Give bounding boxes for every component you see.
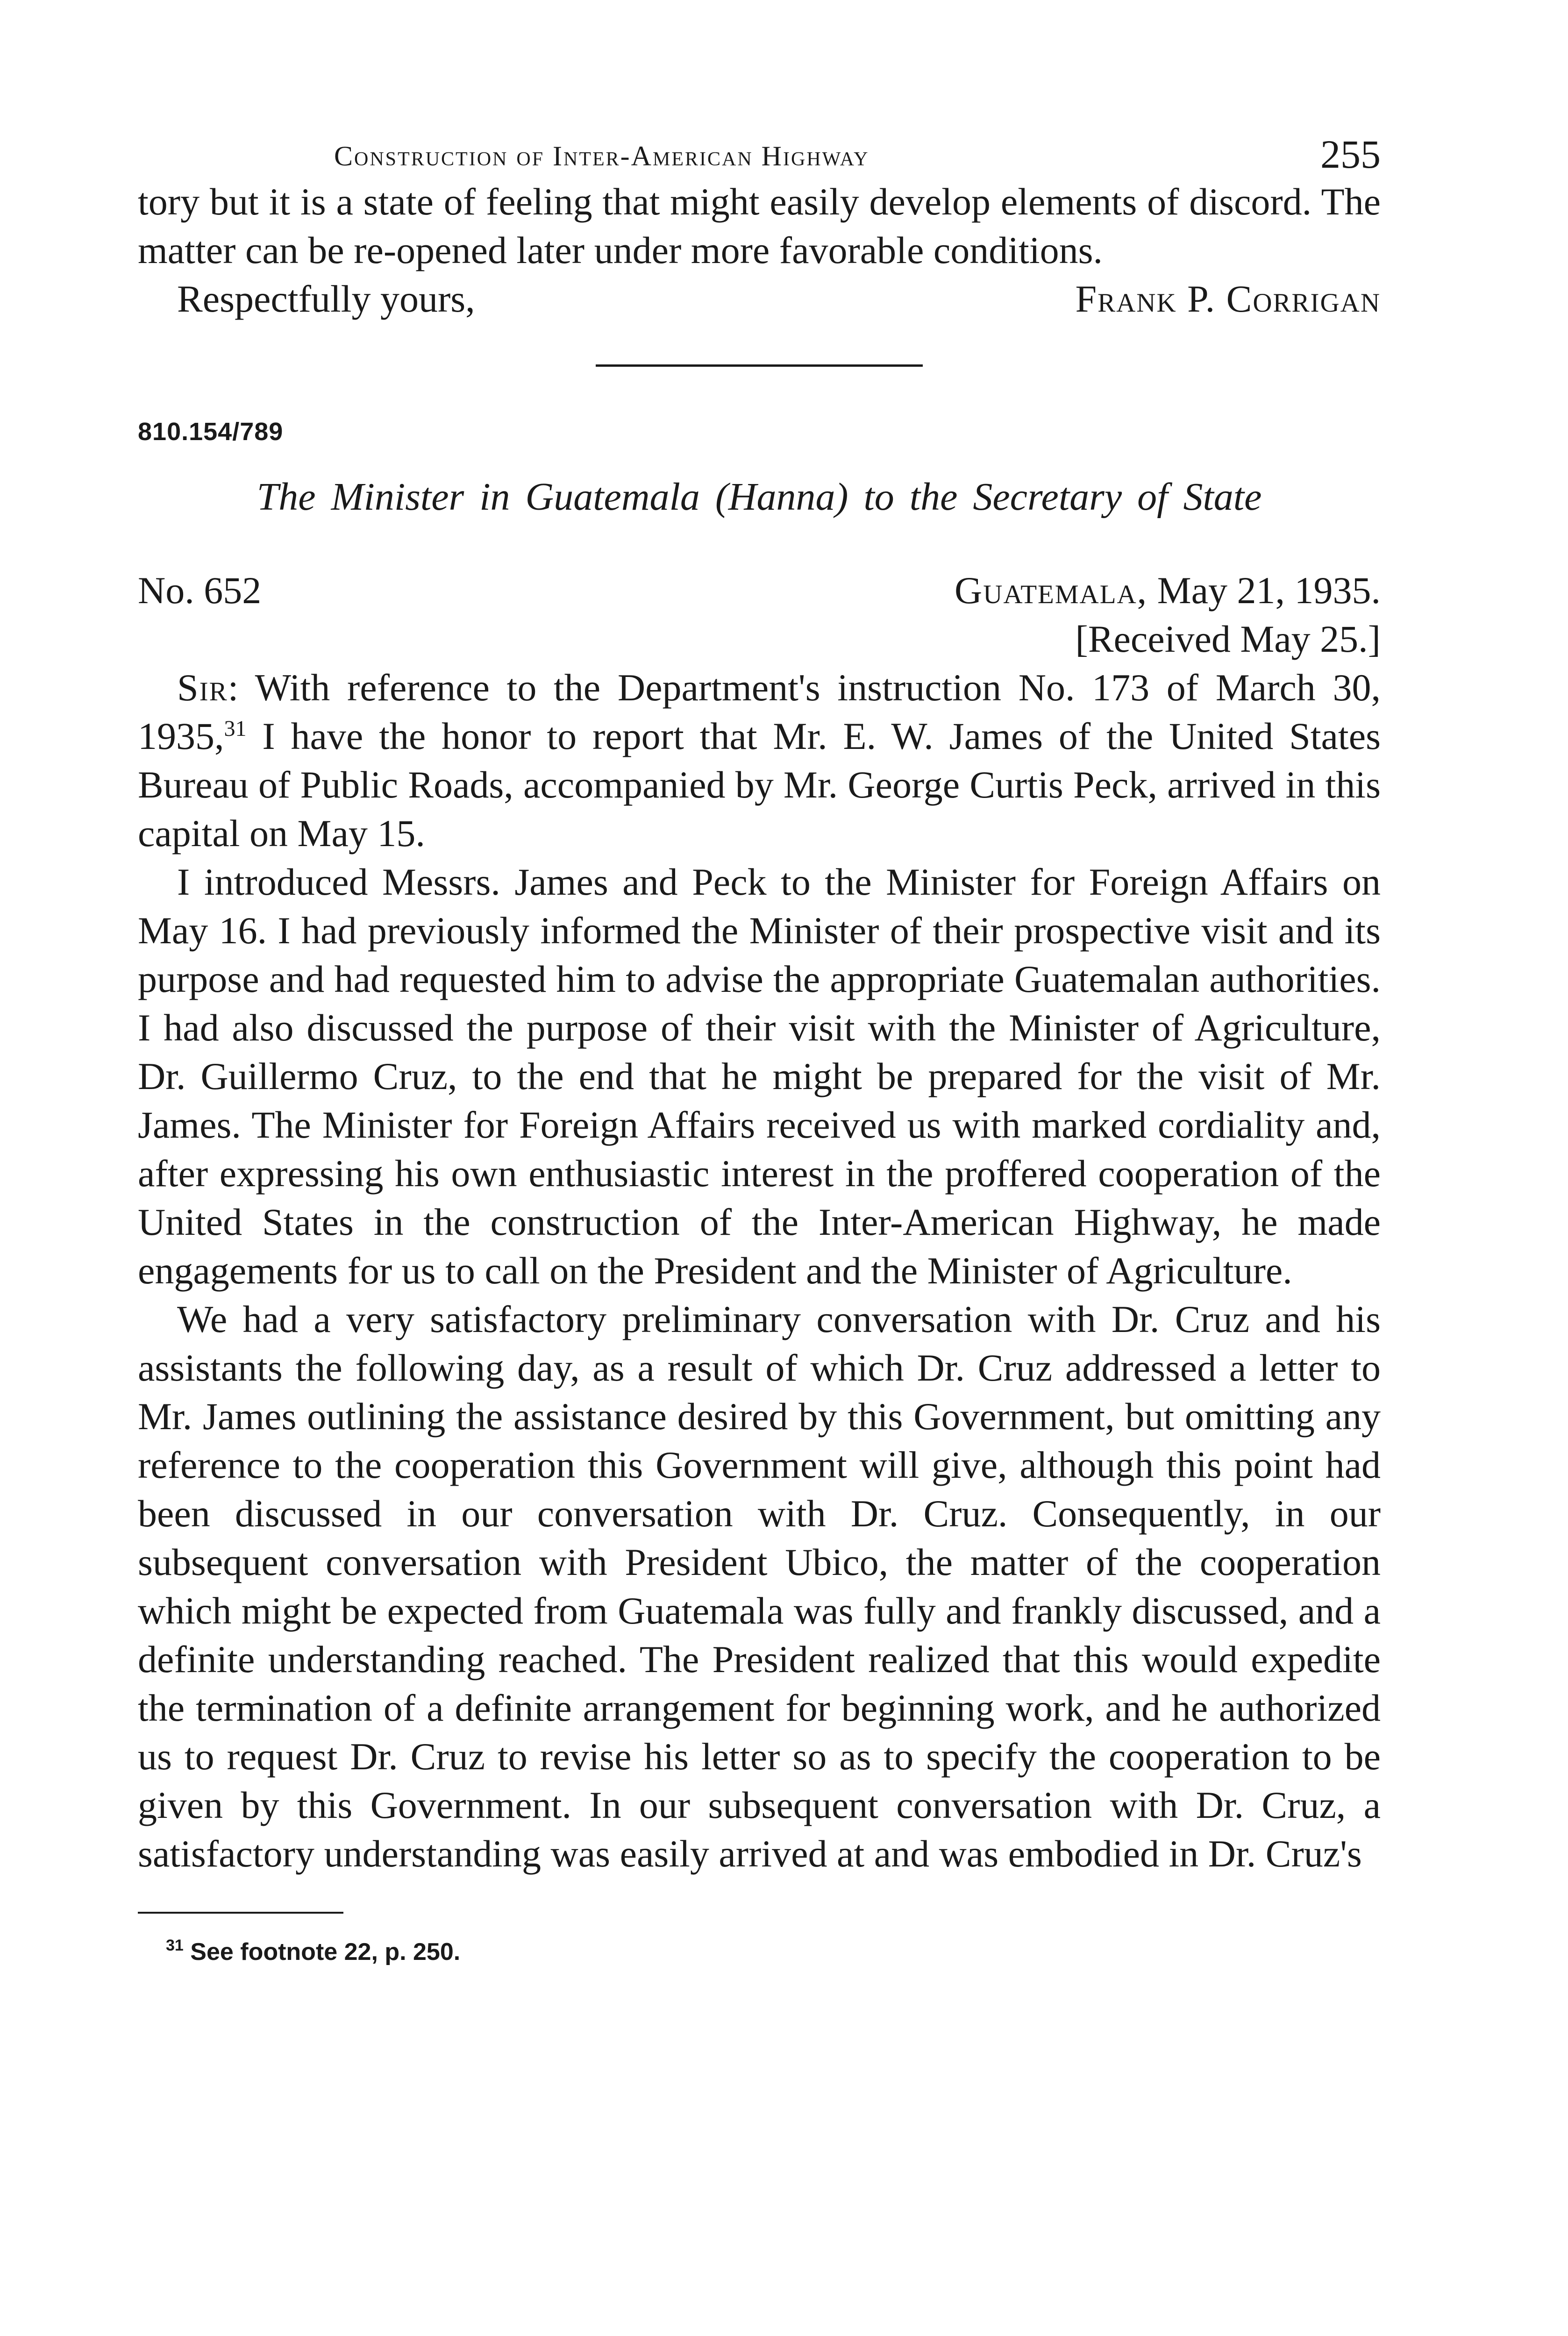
previous-letter-ending: tory but it is a state of feeling that might easily develop elements of discord. The matter can be re-opened later under more favorable conditions. <box>138 180 1381 271</box>
place-date <box>955 566 1381 615</box>
paragraph-3: We had a very satisfactory preliminary conversation with Dr. Cruz and his assistants the following day, as a result of which Dr. Cruz addressed a letter to Mr. James outlining the assistance desired by this Government, but omitting any reference to the cooperation this Government will give, although this point had been discussed in our conversation with Dr. Cruz. Consequently, in our subsequent conversation with President Ubico, the matter of the cooperation which might be expected from Guatemala was fully and frankly discussed, and a definite understanding reached. The President realized that this would expedite the termination of a definite arrangement for beginning work, and he authorized us to request Dr. Cruz to revise his letter so as to specify the cooperation to be given by this Government. In our subsequent conversation with Dr. Cruz, a satisfactory understanding was easily arrived at and was embodied in Dr. Cruz's <box>138 1298 1381 1875</box>
dateline <box>138 566 1381 615</box>
footnote-reference: 31 <box>224 716 247 741</box>
closing-line <box>138 275 1381 323</box>
footnote-marker: 31 <box>166 1937 184 1954</box>
paragraph-1 <box>138 663 1381 858</box>
paragraph-1-text-a: : With reference to the Department's instruction No. 173 of March 30, 1935, <box>138 666 1381 757</box>
section-divider <box>596 364 923 367</box>
paragraph-1-text-b: I have the honor to report that Mr. E. W. James of the United States Bureau of Public Roads, accompanied by Mr. George Curtis Peck, arrived in this capital on May 15. <box>138 715 1381 855</box>
document-page <box>138 117 1381 1966</box>
footnote <box>166 1938 1381 1966</box>
despatch-number: No. 652 <box>138 569 262 612</box>
paragraph-2: I introduced Messrs. James and Peck to the Minister for Foreign Affairs on May 16. I had previously informed the Minister of their prospective visit and its purpose and had requested him to advise the appropriate Guatemalan authorities. I had also discussed the purpose of their visit with the Minister of Agriculture, Dr. Guillermo Cruz, to the end that he might be prepared for the visit of Mr. James. The Minister for Foreign Affairs received us with marked cordiality and, after expressing his own enthusiastic interest in the proffered cooperation of the United States in the construction of the Inter-American Highway, he made engagements for us to call on the President and the Minister of Agriculture. <box>138 861 1381 1292</box>
place: Guatemala, <box>954 569 1148 612</box>
footnote-text: See footnote 22, p. 250. <box>190 1938 461 1966</box>
running-head <box>138 117 1381 178</box>
signature: Frank P. Corrigan <box>1075 278 1381 320</box>
file-number: 810.154/789 <box>138 418 284 446</box>
complimentary-close: Respectfully yours, <box>177 278 475 320</box>
footnote-rule <box>138 1912 343 1914</box>
page-number: 255 <box>1320 132 1381 177</box>
salutation: Sir <box>177 666 228 709</box>
date: May 21, 1935. <box>1157 569 1381 612</box>
running-title: Construction of Inter-American Highway <box>334 141 870 171</box>
received-date: [Received May 25.] <box>1075 618 1381 660</box>
document-title: The Minister in Guatemala (Hanna) to the Secretary of State <box>257 475 1262 519</box>
